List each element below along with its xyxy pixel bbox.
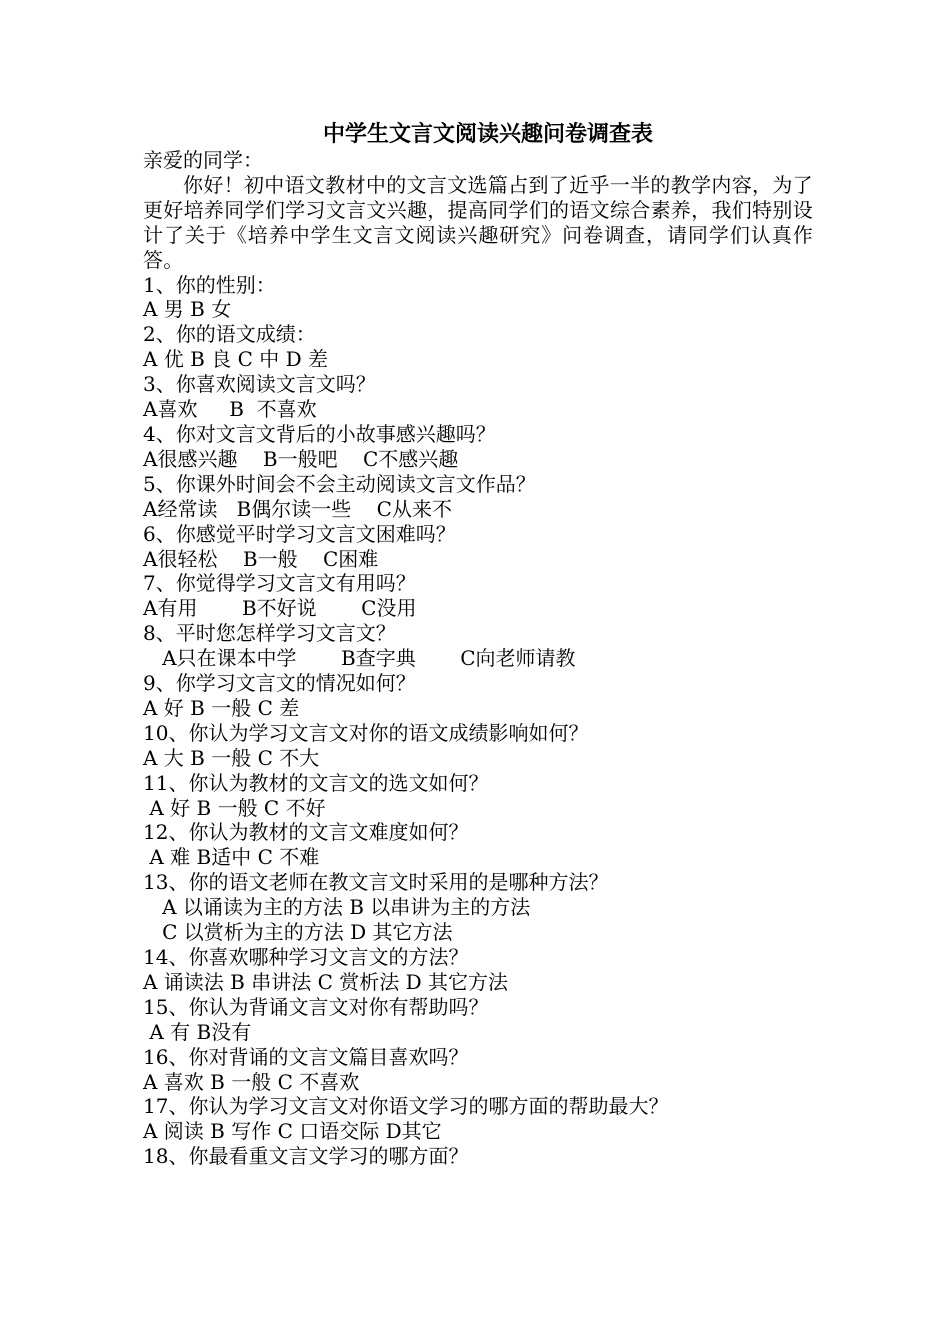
- question-line: 18、你最看重文言文学习的哪方面？: [143, 1144, 469, 1169]
- option-line: A 喜欢 B 一般 C 不喜欢: [143, 1069, 360, 1094]
- question-line: 14、你喜欢哪种学习文言文的方法？: [143, 945, 469, 969]
- option-line: A 难 B适中 C 不难: [143, 845, 320, 870]
- question-line: 15、你认为背诵文言文对你有帮助吗？: [143, 994, 489, 1019]
- option-line: A喜欢 B 不喜欢: [143, 397, 317, 422]
- question-line: 8、平时您怎样学习文言文？: [143, 621, 396, 646]
- option-line: A 以诵读为主的方法 B 以串讲为主的方法: [143, 895, 531, 920]
- question-line: 7、你觉得学习文言文有用吗？: [143, 571, 416, 596]
- option-line: A 诵读法 B 串讲法 C 赏析法 D 其它方法: [143, 969, 508, 994]
- document-page: [143, 120, 813, 1169]
- option-line: C 以赏析为主的方法 D 其它方法: [143, 920, 453, 945]
- option-line: A只在课本中学 B查字典 C向老师请教: [143, 646, 576, 671]
- question-line: 17、你认为学习文言文对你语文学习的哪方面的帮助最大？: [143, 1094, 669, 1119]
- greeting: 亲爱的同学：: [143, 148, 263, 172]
- option-line: A 好 B 一般 C 不好: [143, 795, 326, 820]
- question-line: 3、你喜欢阅读文言文吗？: [143, 372, 376, 397]
- question-list: [143, 273, 813, 1170]
- option-line: A很感兴趣 B一般吧 C不感兴趣: [143, 446, 459, 471]
- question-line: 13、你的语文老师在教文言文时采用的是哪种方法？: [143, 870, 609, 895]
- question-line: 1、你的性别：: [143, 272, 276, 297]
- question-line: 5、你课外时间会不会主动阅读文言文作品？: [143, 471, 536, 496]
- option-line: A有用 B不好说 C没用: [143, 596, 417, 621]
- option-line: A 有 B没有: [143, 1019, 252, 1044]
- document-title: 中学生文言文阅读兴趣问卷调查表: [322, 121, 653, 147]
- option-line: A 大 B 一般 C 不大: [143, 745, 320, 770]
- option-line: A 阅读 B 写作 C 口语交际 D其它: [143, 1119, 442, 1144]
- option-line: A很轻松 B一般 C困难: [143, 546, 379, 571]
- question-line: 4、你对文言文背后的小故事感兴趣吗？: [143, 421, 496, 446]
- question-line: 12、你认为教材的文言文难度如何？: [143, 820, 469, 845]
- question-line: 10、你认为学习文言文对你的语文成绩影响如何？: [143, 720, 589, 745]
- question-line: 16、你对背诵的文言文篇目喜欢吗？: [143, 1044, 469, 1069]
- option-line: A 好 B 一般 C 差: [143, 695, 300, 720]
- question-line: 9、你学习文言文的情况如何？: [143, 671, 416, 696]
- option-line: A经常读 B偶尔读一些 C从来不: [143, 496, 452, 521]
- question-line: 6、你感觉平时学习文言文困难吗？: [143, 521, 456, 546]
- question-line: 11、你认为教材的文言文的选文如何？: [143, 770, 489, 795]
- option-line: A 优 B 良 C 中 D 差: [143, 347, 328, 372]
- intro-paragraph: 你好！初中语文教材中的文言文选篇占到了近乎一半的教学内容，为了更好培养同学们学习文言文兴趣，提高同学们的语文综合素养，我们特别设计了关于《培养中学生文言文阅读兴趣研究》问卷调查，请同学们认真作答。: [143, 172, 813, 272]
- question-line: 2、你的语文成绩：: [143, 322, 316, 347]
- option-line: A 男 B 女: [143, 297, 232, 322]
